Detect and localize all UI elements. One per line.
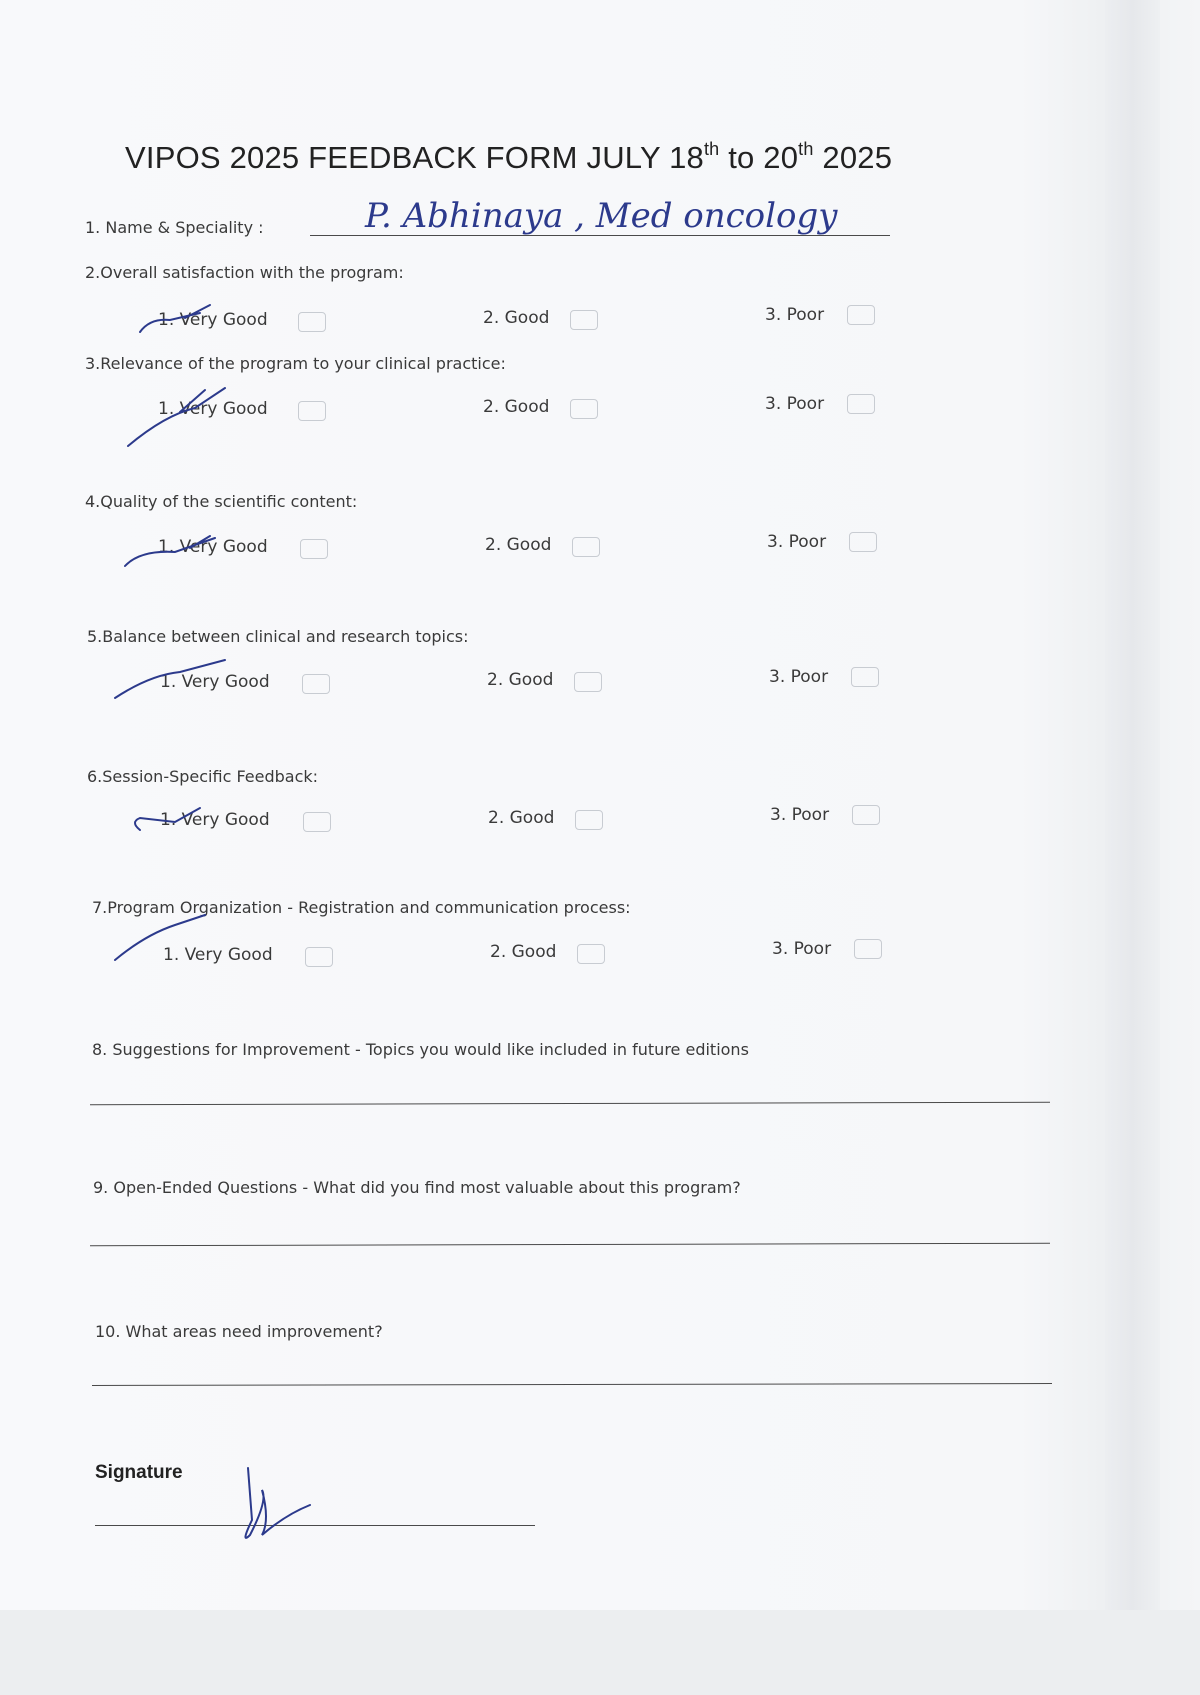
q5-option-good[interactable]: 2. Good — [487, 670, 554, 690]
q5-option-poor[interactable]: 3. Poor — [769, 667, 829, 687]
q4-option-poor[interactable]: 3. Poor — [767, 532, 827, 552]
q4-check-mark — [125, 536, 215, 566]
q5-option-very-good[interactable]: 1. Very Good — [160, 672, 270, 692]
q1-label: 1. Name & Speciality : — [85, 218, 264, 237]
q2-label: 2.Overall satisfaction with the program: — [85, 263, 404, 282]
q6-option-very-good[interactable]: 1. Very Good — [160, 810, 270, 830]
q3-option-very-good[interactable]: 1. Very Good — [158, 399, 268, 419]
q4-option-good[interactable]: 2. Good — [485, 535, 552, 555]
q4-option-very-good[interactable]: 1. Very Good — [158, 537, 268, 557]
q3-check-mark — [128, 388, 225, 446]
q6-check-mark — [135, 808, 200, 830]
q2-check-mark — [140, 305, 210, 332]
q1-handwritten-answer: P. Abhinaya , Med oncology — [365, 196, 838, 236]
q8-label: 8. Suggestions for Improvement - Topics you would like included in future editions — [92, 1040, 749, 1059]
q5-check-mark — [115, 660, 225, 698]
q7-check-mark — [115, 915, 205, 960]
q3-option-good[interactable]: 2. Good — [483, 397, 550, 417]
q2-option-very-good[interactable]: 1. Very Good — [158, 310, 268, 330]
q6-option-poor[interactable]: 3. Poor — [770, 805, 830, 825]
form-title: VIPOS 2025 FEEDBACK FORM JULY 18th to 20th 2025 — [125, 138, 893, 175]
q9-label: 9. Open-Ended Questions - What did you find most valuable about this program? — [93, 1178, 741, 1197]
q7-option-poor[interactable]: 3. Poor — [772, 939, 832, 959]
q6-option-good[interactable]: 2. Good — [488, 808, 555, 828]
q7-option-good[interactable]: 2. Good — [490, 942, 557, 962]
q7-option-very-good[interactable]: 1. Very Good — [163, 945, 273, 965]
q10-label: 10. What areas need improvement? — [95, 1322, 383, 1341]
q3-option-poor[interactable]: 3. Poor — [765, 394, 825, 414]
q6-label: 6.Session-Specific Feedback: — [87, 767, 319, 786]
q2-option-poor[interactable]: 3. Poor — [765, 305, 825, 325]
q4-label: 4.Quality of the scientific content: — [85, 492, 358, 511]
signature-scribble — [245, 1468, 310, 1538]
q3-label: 3.Relevance of the program to your clinical practice: — [85, 354, 506, 373]
q5-label: 5.Balance between clinical and research topics: — [87, 627, 469, 646]
q2-option-good[interactable]: 2. Good — [483, 308, 550, 328]
signature-label: Signature — [95, 1462, 183, 1483]
q7-label: 7.Program Organization - Registration and communication process: — [92, 898, 631, 917]
